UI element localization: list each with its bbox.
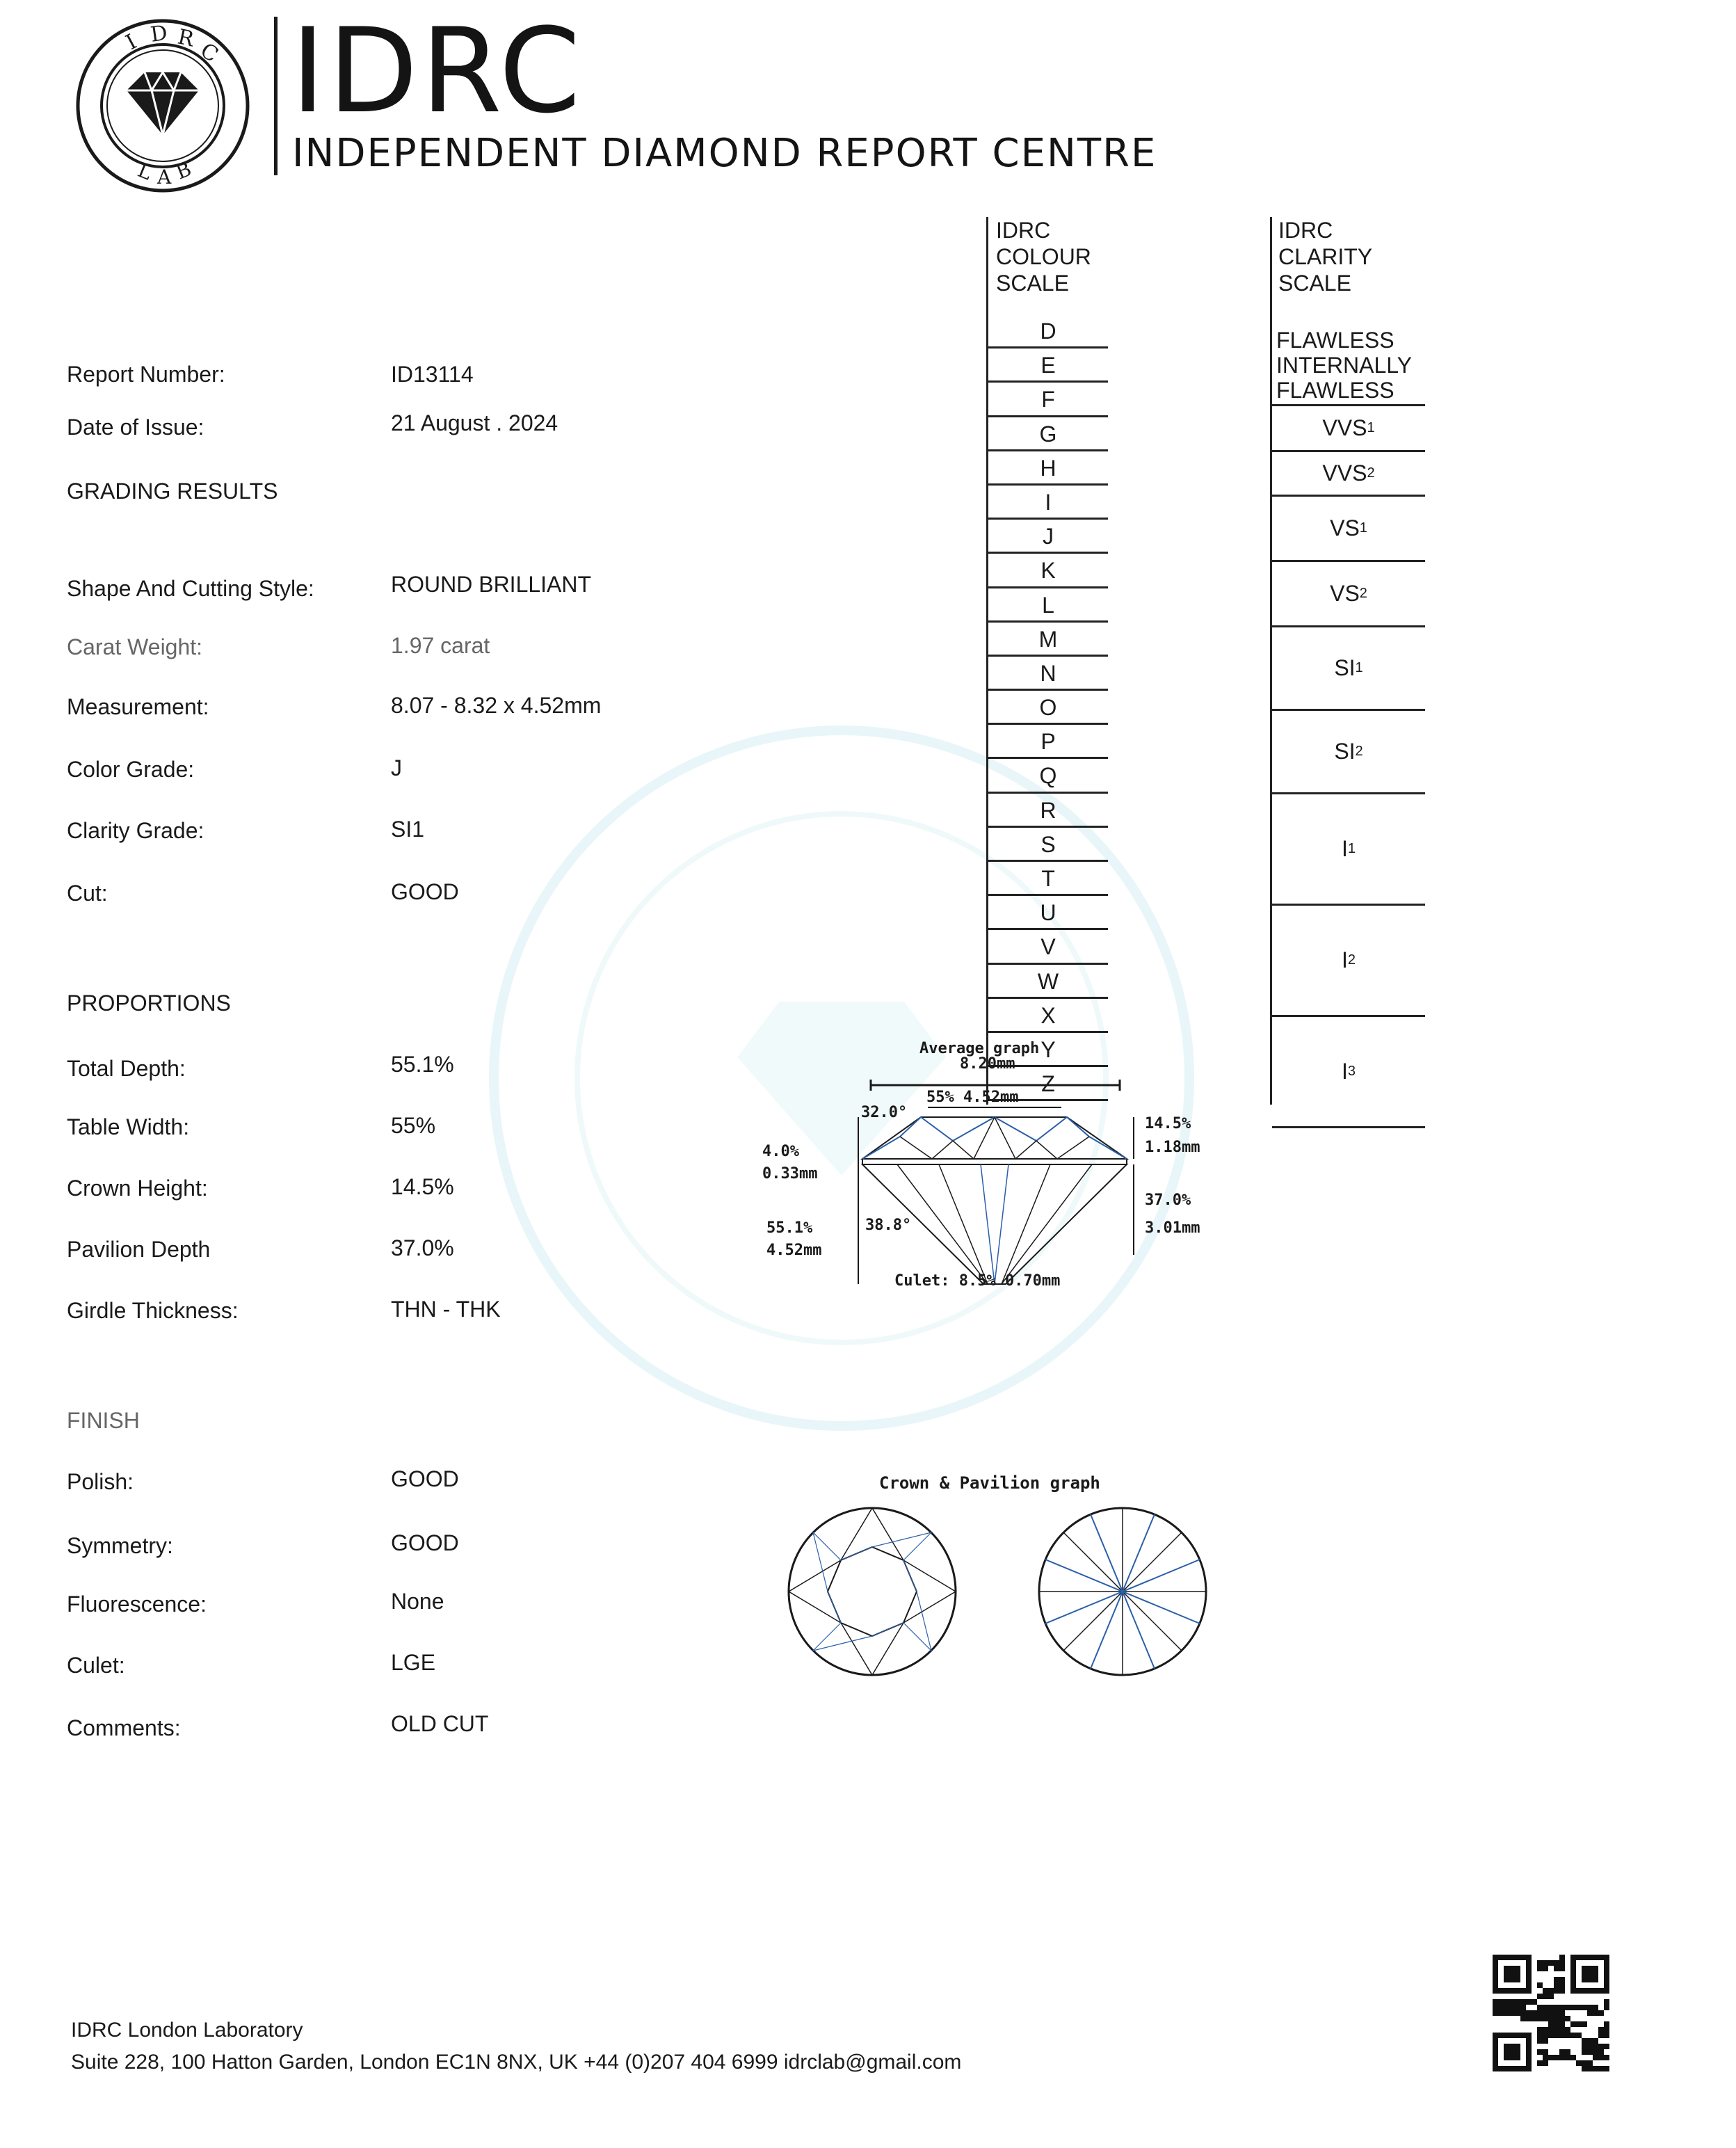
clarity-grade-label: I bbox=[1341, 1059, 1348, 1084]
grading-label: Shape And Cutting Style: bbox=[67, 576, 314, 601]
pavilion-facets-center bbox=[981, 1164, 1008, 1284]
clarity-grade-row bbox=[1272, 627, 1425, 711]
grading-label: Cut: bbox=[67, 881, 108, 906]
colour-grade-u: U bbox=[988, 896, 1108, 930]
colour-scale-heading-line: IDRC bbox=[996, 218, 1051, 243]
date-of-issue-value: 21 August . 2024 bbox=[391, 410, 558, 435]
pavilion-graph bbox=[1035, 1504, 1210, 1679]
report-number-label: Report Number: bbox=[67, 362, 225, 387]
clarity-scale-heading bbox=[1278, 217, 1372, 296]
footer-address: Suite 228, 100 Hatton Garden, London EC1N 8NX, UK +44 (0)207 404 6999 idrclab@gmail.com bbox=[71, 2051, 962, 2074]
clarity-grade-row bbox=[1272, 906, 1425, 1017]
clarity-scale-heading-line: CLARITY bbox=[1278, 244, 1373, 269]
proportion-value: 55.1% bbox=[391, 1052, 454, 1077]
clarity-grade-row bbox=[1272, 452, 1425, 497]
proportion-label: Total Depth: bbox=[67, 1056, 186, 1081]
clarity-grade-row bbox=[1272, 562, 1425, 627]
proportion-label: Crown Height: bbox=[67, 1176, 208, 1201]
crown-height-mm-label: 1.18mm bbox=[1145, 1139, 1200, 1156]
clarity-grade-label: VVS bbox=[1322, 460, 1367, 486]
clarity-scale-heading-line: IDRC bbox=[1278, 218, 1333, 243]
grading-value: ROUND BRILLIANT bbox=[391, 572, 592, 597]
table-label: 55% 4.52mm bbox=[926, 1089, 1019, 1106]
colour-grade-w: W bbox=[988, 965, 1108, 999]
colour-grade-h: H bbox=[988, 451, 1108, 486]
svg-text:I: I bbox=[122, 29, 141, 56]
svg-text:C: C bbox=[195, 38, 223, 67]
grading-label: Color Grade: bbox=[67, 757, 195, 782]
colour-grade-n: N bbox=[988, 657, 1108, 691]
clarity-grade-row bbox=[1272, 1017, 1425, 1128]
colour-scale-heading-line: COLOUR bbox=[996, 244, 1091, 269]
clarity-grade-row bbox=[1272, 406, 1425, 452]
culet-label: Culet: 8.5% 0.70mm bbox=[894, 1272, 1061, 1290]
clarity-grade-label: FLAWLESS INTERNALLY FLAWLESS bbox=[1276, 328, 1413, 403]
diamond-profile-diagram bbox=[751, 1036, 1252, 1315]
finish-heading: FINISH bbox=[67, 1408, 140, 1433]
clarity-grade-subscript: 1 bbox=[1367, 420, 1375, 435]
pavilion-facets bbox=[1002, 1164, 1092, 1284]
colour-grade-o: O bbox=[988, 691, 1108, 725]
report-number-value: ID13114 bbox=[391, 362, 474, 387]
brand-divider bbox=[274, 17, 278, 175]
colour-grade-d: D bbox=[988, 314, 1108, 348]
finish-value: LGE bbox=[391, 1650, 436, 1675]
clarity-grade-row bbox=[1272, 497, 1425, 562]
clarity-grade-subscript: 1 bbox=[1347, 841, 1356, 856]
colour-grade-r: R bbox=[988, 794, 1108, 828]
brand-title: IDRC bbox=[291, 3, 584, 139]
clarity-grade-label: SI bbox=[1334, 739, 1356, 764]
proportion-label: Pavilion Depth bbox=[67, 1237, 211, 1262]
proportion-value: THN - THK bbox=[391, 1297, 501, 1322]
crown-graph bbox=[785, 1504, 960, 1679]
clarity-scale-list bbox=[1272, 314, 1425, 1128]
crown-height-pct-label: 14.5% bbox=[1145, 1115, 1191, 1132]
colour-grade-x: X bbox=[988, 999, 1108, 1033]
pavilion-depth-pct-label: 37.0% bbox=[1145, 1192, 1191, 1209]
finish-label: Symmetry: bbox=[67, 1533, 173, 1558]
colour-grade-z: Z bbox=[988, 1067, 1108, 1101]
clarity-grade-subscript: 1 bbox=[1359, 520, 1367, 536]
colour-grade-q: Q bbox=[988, 759, 1108, 793]
clarity-scale-heading-line: SCALE bbox=[1278, 271, 1351, 296]
colour-grade-s: S bbox=[988, 828, 1108, 862]
clarity-grade-label: I bbox=[1341, 947, 1348, 972]
proportion-label: Table Width: bbox=[67, 1114, 190, 1139]
clarity-grade-subscript: 2 bbox=[1355, 744, 1363, 759]
girdle-mm-label: 0.33mm bbox=[762, 1165, 818, 1183]
colour-scale-list bbox=[988, 314, 1108, 1101]
brand-subtitle: INDEPENDENT DIAMOND REPORT CENTRE bbox=[292, 131, 1157, 176]
crown-angle-label: 32.0° bbox=[861, 1104, 908, 1121]
clarity-grade-row bbox=[1272, 711, 1425, 794]
clarity-grade-subscript: 2 bbox=[1367, 465, 1375, 481]
finish-value: GOOD bbox=[391, 1530, 459, 1555]
grading-label: Measurement: bbox=[67, 694, 209, 719]
colour-grade-t: T bbox=[988, 862, 1108, 896]
total-depth-mm-label: 4.52mm bbox=[766, 1242, 822, 1259]
girdle-pct-label: 4.0% bbox=[762, 1143, 799, 1160]
grading-value: 1.97 carat bbox=[391, 633, 490, 658]
average-graph-label: Average graph bbox=[919, 1040, 1040, 1057]
colour-grade-k: K bbox=[988, 554, 1108, 588]
colour-grade-l: L bbox=[988, 588, 1108, 623]
proportion-value: 14.5% bbox=[391, 1174, 454, 1199]
svg-text:L: L bbox=[134, 158, 155, 185]
finish-value: OLD CUT bbox=[391, 1711, 489, 1736]
colour-grade-j: J bbox=[988, 520, 1108, 554]
crown-pavilion-graph-title: Crown & Pavilion graph bbox=[879, 1473, 1100, 1493]
proportion-label: Girdle Thickness: bbox=[67, 1298, 239, 1323]
footer-lab-name: IDRC London Laboratory bbox=[71, 2019, 303, 2042]
proportion-value: 55% bbox=[391, 1113, 436, 1138]
clarity-grade-label: VVS bbox=[1322, 415, 1367, 440]
clarity-grade-label: VS bbox=[1330, 515, 1360, 540]
colour-scale-heading-line: SCALE bbox=[996, 271, 1069, 296]
pavilion-depth-mm-label: 3.01mm bbox=[1145, 1219, 1200, 1237]
colour-grade-e: E bbox=[988, 348, 1108, 383]
svg-text:R: R bbox=[175, 24, 196, 52]
colour-scale-heading bbox=[996, 217, 1091, 296]
colour-grade-i: I bbox=[988, 486, 1108, 520]
diameter-label: 8.20mm bbox=[960, 1055, 1015, 1073]
date-of-issue-label: Date of Issue: bbox=[67, 415, 204, 440]
svg-text:B: B bbox=[172, 157, 195, 184]
clarity-grade-label: VS bbox=[1330, 581, 1360, 606]
clarity-grade-subscript: 3 bbox=[1347, 1064, 1356, 1079]
grading-label: Carat Weight: bbox=[67, 634, 203, 659]
total-depth-pct-label: 55.1% bbox=[766, 1219, 813, 1237]
clarity-grade-subscript: 1 bbox=[1355, 660, 1363, 675]
clarity-grade-subscript: 2 bbox=[1359, 586, 1367, 601]
grading-results-heading: GRADING RESULTS bbox=[67, 479, 278, 504]
colour-grade-y: Y bbox=[988, 1033, 1108, 1067]
clarity-grade-label: SI bbox=[1334, 655, 1356, 680]
idrc-lab-seal-logo bbox=[75, 18, 250, 193]
finish-label: Culet: bbox=[67, 1653, 125, 1678]
finish-value: None bbox=[391, 1589, 444, 1614]
clarity-grade-label: I bbox=[1341, 836, 1348, 861]
finish-label: Polish: bbox=[67, 1469, 134, 1494]
colour-grade-v: V bbox=[988, 930, 1108, 964]
finish-label: Comments: bbox=[67, 1715, 181, 1740]
qr-code[interactable] bbox=[1493, 1955, 1609, 2071]
proportions-heading: PROPORTIONS bbox=[67, 991, 231, 1016]
colour-grade-p: P bbox=[988, 725, 1108, 759]
clarity-grade-subscript: 2 bbox=[1347, 952, 1356, 968]
pavilion-angle-label: 38.8° bbox=[865, 1217, 912, 1234]
colour-grade-m: M bbox=[988, 623, 1108, 657]
svg-text:A: A bbox=[157, 166, 172, 189]
finish-label: Fluorescence: bbox=[67, 1592, 207, 1617]
clarity-grade-row bbox=[1272, 314, 1425, 406]
colour-grade-f: F bbox=[988, 383, 1108, 417]
grading-value: 8.07 - 8.32 x 4.52mm bbox=[391, 693, 602, 718]
grading-value: J bbox=[391, 755, 402, 780]
grading-label: Clarity Grade: bbox=[67, 818, 204, 843]
clarity-grade-row bbox=[1272, 794, 1425, 906]
grading-value: GOOD bbox=[391, 879, 459, 904]
finish-value: GOOD bbox=[391, 1466, 459, 1491]
svg-text:D: D bbox=[149, 20, 169, 47]
proportion-value: 37.0% bbox=[391, 1235, 454, 1260]
grading-value: SI1 bbox=[391, 817, 425, 842]
colour-grade-g: G bbox=[988, 417, 1108, 451]
